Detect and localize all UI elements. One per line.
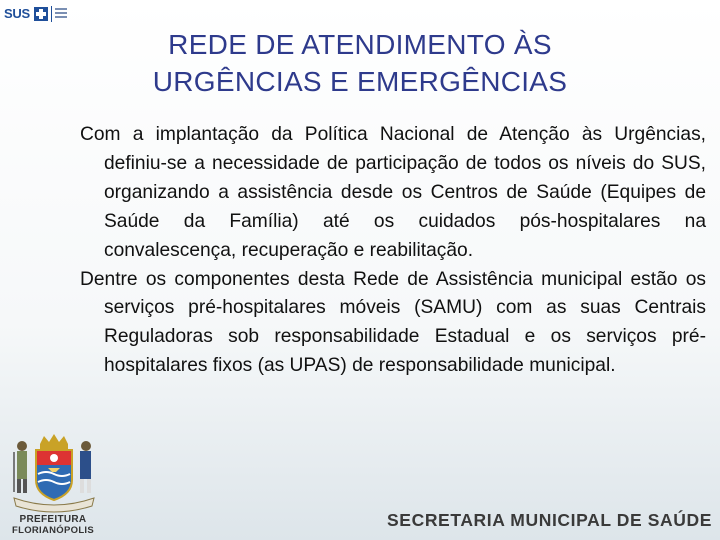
sus-logo-text: SUS xyxy=(4,6,30,21)
body-text xyxy=(80,121,706,381)
secretaria-label: SECRETARIA MUNICIPAL DE SAÚDE xyxy=(387,510,712,530)
paragraph-2: Dentre os componentes desta Rede de Assistência municipal estão os serviços pré-hospitalares móveis (SAMU) com as suas Centrais Reguladoras sob responsabilidade Estadual e os serviços pré-hospitalares fixos (as UPAS) de responsabilidade municipal. xyxy=(80,268,706,377)
prefeitura-label: PREFEITURA xyxy=(19,514,87,525)
title-line-2: URGÊNCIAS E EMERGÊNCIAS xyxy=(152,66,568,97)
ministry-lines-icon xyxy=(51,6,70,22)
sus-logo xyxy=(4,4,68,34)
florianopolis-label: FLORIANÓPOLIS xyxy=(11,525,94,536)
title-line-1: REDE DE ATENDIMENTO ÀS xyxy=(168,29,552,60)
slide-title xyxy=(60,26,660,100)
health-cross-icon xyxy=(34,7,48,21)
coat-of-arms-icon xyxy=(4,432,102,514)
prefeitura-logo xyxy=(4,432,102,538)
paragraph-1: Com a implantação da Política Nacional de Atenção às Urgências, definiu-se a necessidade de participação de todos os níveis do SUS, organizando a assistência desde os Centros de Saúde (Equipes de Saúde da Família) até os cuidados pós-hospitalares na convalescença, recuperação e reabilitação. xyxy=(80,124,706,261)
